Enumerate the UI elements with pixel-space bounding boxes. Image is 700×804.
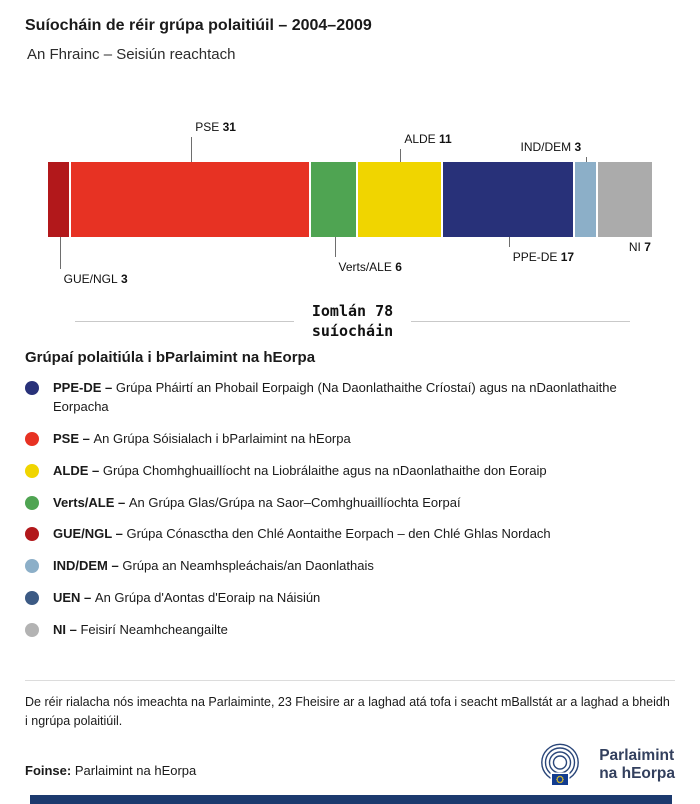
european-parliament-logo <box>531 742 675 788</box>
footer-bottom <box>25 742 675 788</box>
legend-items <box>25 379 675 640</box>
legend-dot-uen <box>25 591 39 605</box>
total-divider-left <box>75 321 294 322</box>
callout-line-gue-ngl <box>60 237 61 269</box>
page-title: Suíocháin de réir grúpa polaitiúil – 2004–2009 <box>25 17 372 34</box>
legend-dot-verts-ale <box>25 496 39 510</box>
total-label-line1: Iomlán 78 <box>311 302 394 321</box>
bar-label-pse: PSE 31 <box>195 120 236 135</box>
page-subtitle: An Fhrainc – Seisiún reachtach <box>27 46 236 64</box>
bar-label-gue-ngl: GUE/NGL 3 <box>63 272 128 287</box>
ep-logo-wordmark <box>599 747 675 783</box>
callout-line-pse <box>191 137 192 162</box>
total-label-line2: suíocháin <box>311 321 394 340</box>
callout-line-alde <box>400 149 401 162</box>
legend-label-verts-ale: Verts/ALE – An Grúpa Glas/Grúpa na Saor–Comhghuaillíochta Eorpaí <box>53 494 461 510</box>
footer-note: De réir rialacha nós imeachta na Parlaiminte, 23 Fheisire ar a laghad atá tofa i seacht mBallstát ar a laghad a bheidh i ngrúpa polaitiúil. <box>25 694 670 728</box>
legend-label-pse: PSE – An Grúpa Sóisialach i bParlaimint na hEorpa <box>53 430 351 446</box>
legend-dot-ind-dem <box>25 559 39 573</box>
callout-line-ppe-de <box>509 237 510 247</box>
header <box>0 0 700 63</box>
legend-item-gue-ngl <box>25 525 675 544</box>
ep-hemicycle-logo-icon <box>531 742 589 788</box>
legend-label-ni: NI – Feisirí Neamhcheangailte <box>53 621 228 637</box>
bottom-accent-bar <box>30 795 672 804</box>
legend-dot-pse <box>25 432 39 446</box>
bar-label-ni: NI 7 <box>628 240 651 255</box>
total-label <box>312 302 393 341</box>
legend <box>0 341 700 640</box>
source-value: Parlaimint na hEorpa <box>74 763 197 779</box>
footer <box>0 680 700 789</box>
legend-item-alde <box>25 462 675 481</box>
legend-dot-ppe-de <box>25 381 39 395</box>
ep-logo-line2: na hEorpa <box>599 765 675 783</box>
bar-label-verts-ale: Verts/ALE 6 <box>338 260 402 275</box>
bar-callouts <box>48 107 652 292</box>
callout-line-verts-ale <box>335 237 336 257</box>
legend-title: Grúpaí polaitiúla i bParlaimint na hEorpa <box>25 349 316 367</box>
legend-label-ind-dem: IND/DEM – Grúpa an Neamhspleáchais/an Daonlathais <box>53 558 374 574</box>
source-line <box>25 763 196 788</box>
source-label: Foinse: <box>25 763 72 779</box>
legend-item-uen <box>25 589 675 608</box>
bar-label-alde: ALDE 11 <box>404 132 452 147</box>
legend-item-ni <box>25 621 675 640</box>
callout-line-ind-dem <box>586 157 587 162</box>
total-row <box>75 302 630 341</box>
legend-label-gue-ngl: GUE/NGL – Grúpa Cónasctha den Chlé Aontaithe Eorpach – den Chlé Ghlas Nordach <box>53 526 551 542</box>
total-divider-right <box>411 321 630 322</box>
eu-flag-icon <box>552 774 568 785</box>
legend-item-pse <box>25 430 675 449</box>
legend-label-uen: UEN – An Grúpa d'Aontas d'Eoraip na Náisiún <box>53 590 321 606</box>
legend-dot-alde <box>25 464 39 478</box>
seat-distribution-chart <box>0 107 700 292</box>
legend-dot-gue-ngl <box>25 527 39 541</box>
legend-dot-ni <box>25 623 39 637</box>
legend-item-verts-ale <box>25 494 675 513</box>
bar-label-ppe-de: PPE-DE 17 <box>512 250 575 265</box>
bar-label-ind-dem: IND/DEM 3 <box>520 140 582 155</box>
legend-item-ind-dem <box>25 557 675 576</box>
legend-label-alde: ALDE – Grúpa Chomhghuaillíocht na Liobrálaithe agus na nDaonlathaithe don Eoraip <box>53 462 547 478</box>
ep-logo-line1: Parlaimint <box>599 747 675 765</box>
legend-label-ppe-de: PPE-DE – Grúpa Pháirtí an Phobail Eorpaigh (Na Daonlathaithe Críostaí) agus na nDaonlathaithe Eorpacha <box>53 380 617 415</box>
legend-item-ppe-de <box>25 379 675 417</box>
